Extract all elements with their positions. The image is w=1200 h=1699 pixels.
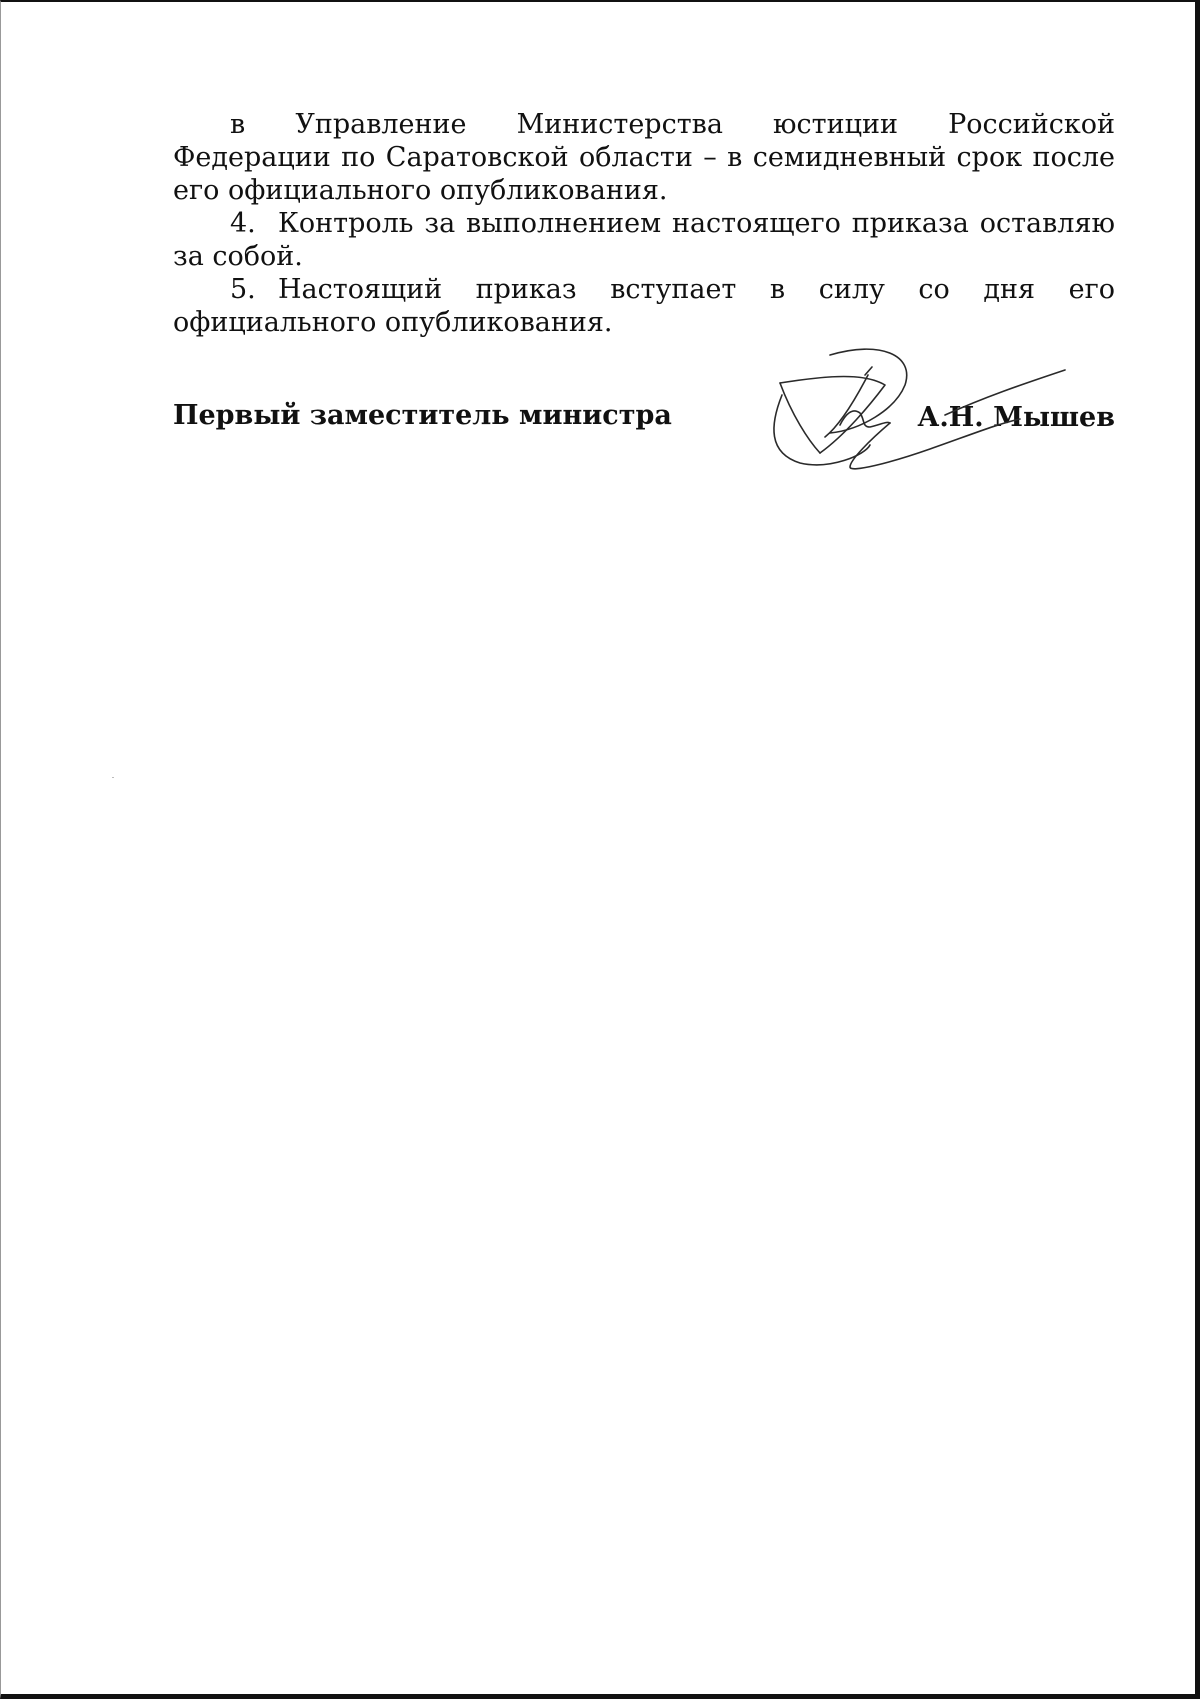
paragraph-text: Контроль за выполнением настоящего приказа оставляю за собой. [173,208,1115,272]
document-body [173,108,1115,339]
paragraph-number: 5. [230,274,256,305]
paragraph-text: в Управление Министерства юстиции Российской Федерации по Саратовской области – в семидневный срок после его официального опубликования. [173,109,1115,206]
paragraph-continuation [173,108,1115,207]
scan-speck [112,777,114,778]
paragraph-number: 4. [230,208,256,239]
paragraph-item-5 [173,273,1115,339]
handwritten-signature [770,345,1070,475]
signatory-name: А.Н. Мышев [917,402,1115,433]
paragraph-item-4 [173,207,1115,273]
paragraph-text: Настоящий приказ вступает в силу со дня его официального опубликования. [173,274,1115,338]
signatory-title: Первый заместитель министра [173,400,672,431]
